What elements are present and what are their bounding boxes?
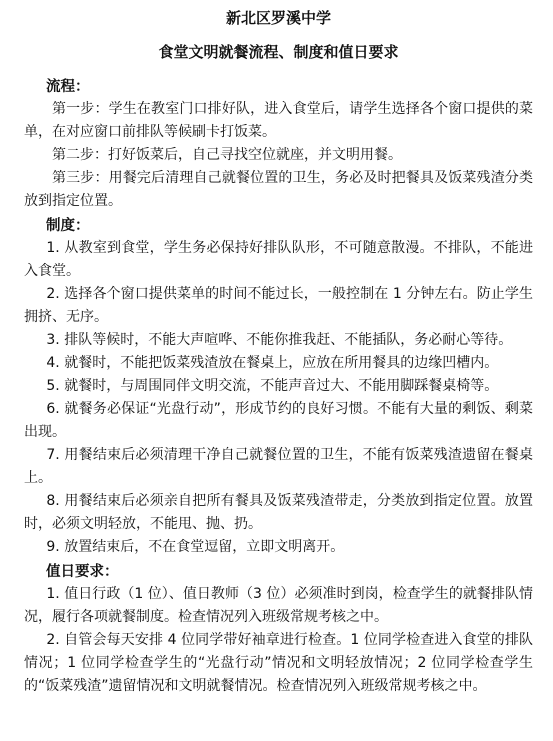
paragraph: 1. 值日行政（1 位）、值日教师（3 位）必须准时到岗，检查学生的就餐排队情况，履行各项就餐制度。检查情况列入班级常规考核之中。 xyxy=(24,586,533,625)
paragraph: 4. 就餐时，不能把饭菜残渣放在餐桌上，应放在所用餐具的边缘凹槽内。 xyxy=(46,355,499,371)
paragraph: 3. 排队等候时，不能大声喧哗、不能你推我赶、不能插队，务必耐心等待。 xyxy=(46,332,513,348)
paragraph: 5. 就餐时，与周围同伴文明交流，不能声音过大、不能用脚踩餐桌椅等。 xyxy=(46,378,499,394)
section-heading: 流程： xyxy=(46,79,90,95)
section-heading: 制度： xyxy=(46,218,90,234)
paragraph: 第一步：学生在教室门口排好队，进入食堂后，请学生选择各个窗口提供的菜单，在对应窗口前排队等候刷卡打饭菜。 xyxy=(24,101,533,140)
paragraph: 8. 用餐结束后必须亲自把所有餐具及饭菜残渣带走，分类放到指定位置。放置时，必须文明轻放，不能甩、抛、扔。 xyxy=(24,493,533,532)
school-name: 新北区罗溪中学 xyxy=(225,9,331,27)
paragraph: 7. 用餐结束后必须清理干净自己就餐位置的卫生，不能有饭菜残渣遗留在餐桌上。 xyxy=(24,447,533,486)
document-title: 食堂文明就餐流程、制度和值日要求 xyxy=(158,43,399,61)
paragraph: 9. 放置结束后，不在食堂逗留，立即文明离开。 xyxy=(46,539,345,555)
paragraph: 6. 就餐务必保证“光盘行动”，形成节约的良好习惯。不能有大量的剩饭、剩菜出现。 xyxy=(24,401,533,440)
section-process xyxy=(24,76,533,213)
paragraph: 第二步：打好饭菜后，自己寻找空位就座，并文明用餐。 xyxy=(52,147,402,163)
section-heading: 值日要求： xyxy=(46,564,119,580)
paragraph: 2. 选择各个窗口提供菜单的时间不能过长，一般控制在 1 分钟左右。防止学生拥挤、无序。 xyxy=(24,286,533,325)
paragraph: 第三步：用餐完后清理自己就餐位置的卫生，务必及时把餐具及饭菜残渣分类放到指定位置。 xyxy=(24,170,533,209)
paragraph: 1. 从教室到食堂，学生务必保持好排队队形，不可随意散漫。不排队，不能进入食堂。 xyxy=(24,240,533,279)
paragraph: 2. 自管会每天安排 4 位同学带好袖章进行检查。1 位同学检查进入食堂的排队情况；1 位同学检查学生的“光盘行动”情况和文明轻放情况；2 位同学检查学生的“饭菜残渣”遗留情况和文明就餐情况。检查情况列入班级常规考核之中。 xyxy=(24,632,533,694)
section-rules xyxy=(24,215,533,559)
section-duty xyxy=(24,561,533,698)
